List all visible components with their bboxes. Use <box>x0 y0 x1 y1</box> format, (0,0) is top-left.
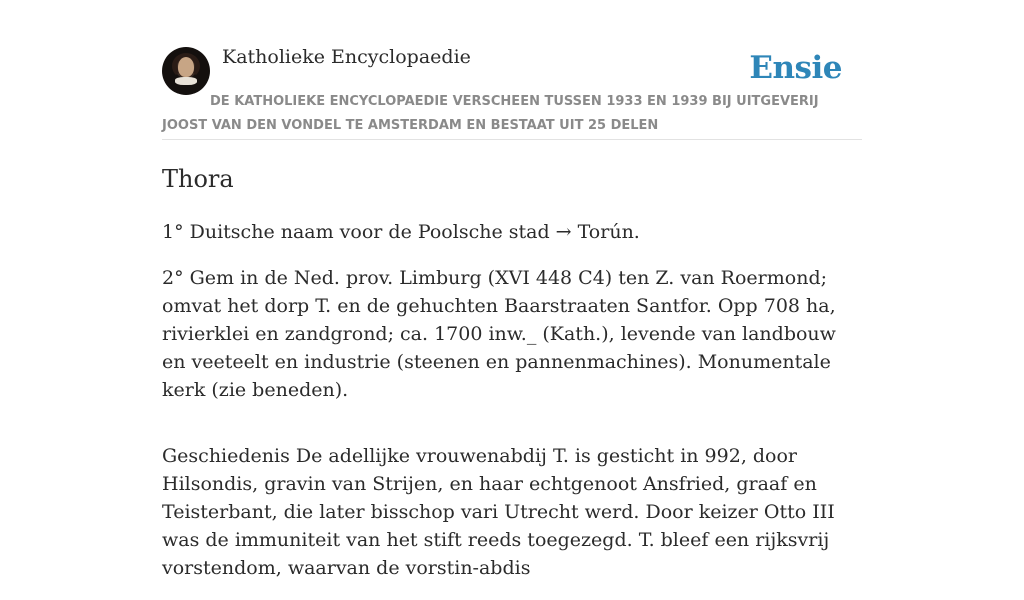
site-avatar[interactable] <box>162 47 210 95</box>
brand-logo[interactable]: Ensie <box>749 50 842 86</box>
article-paragraph: 1° Duitsche naam voor de Poolsche stad → Torún. <box>162 221 640 243</box>
avatar-face <box>178 57 194 77</box>
header-divider <box>162 139 862 140</box>
site-title[interactable]: Katholieke Encyclopaedie <box>222 46 471 68</box>
site-tagline: DE KATHOLIEKE ENCYCLOPAEDIE VERSCHEEN TUSSEN 1933 EN 1939 BIJ UITGEVERIJ JOOST VAN DEN VONDEL TE AMSTERDAM EN BESTAAT UIT 25 DELEN <box>162 94 819 133</box>
article-paragraph: Geschiedenis De adellijke vrouwenabdij T. is gesticht in 992, door Hilsondis, gravin van Strijen, en haar echtgenoot Ansfried, graaf en Teisterbant, die later bisschop vari Utrecht werd. Door keizer Otto III was de immuniteit van het stift reeds toegezegd. T. bleef een rijksvrij vorstendom, waarvan de vorstin-abdis <box>162 445 835 579</box>
article-title: Thora <box>162 165 234 193</box>
article <box>162 160 862 600</box>
avatar-collar <box>175 77 197 85</box>
article-paragraph: 2° Gem in de Ned. prov. Limburg (XVI 448 C4) ten Z. van Roermond; omvat het dorp T. en de gehuchten Baarstraaten Santfor. Opp 708 ha, rivierklei en zandgrond; ca. 1700 inw._ (Kath.), levende van landbouw en veeteelt en industrie (steenen en pannenmachines). Monumentale kerk (zie beneden). <box>162 267 836 401</box>
